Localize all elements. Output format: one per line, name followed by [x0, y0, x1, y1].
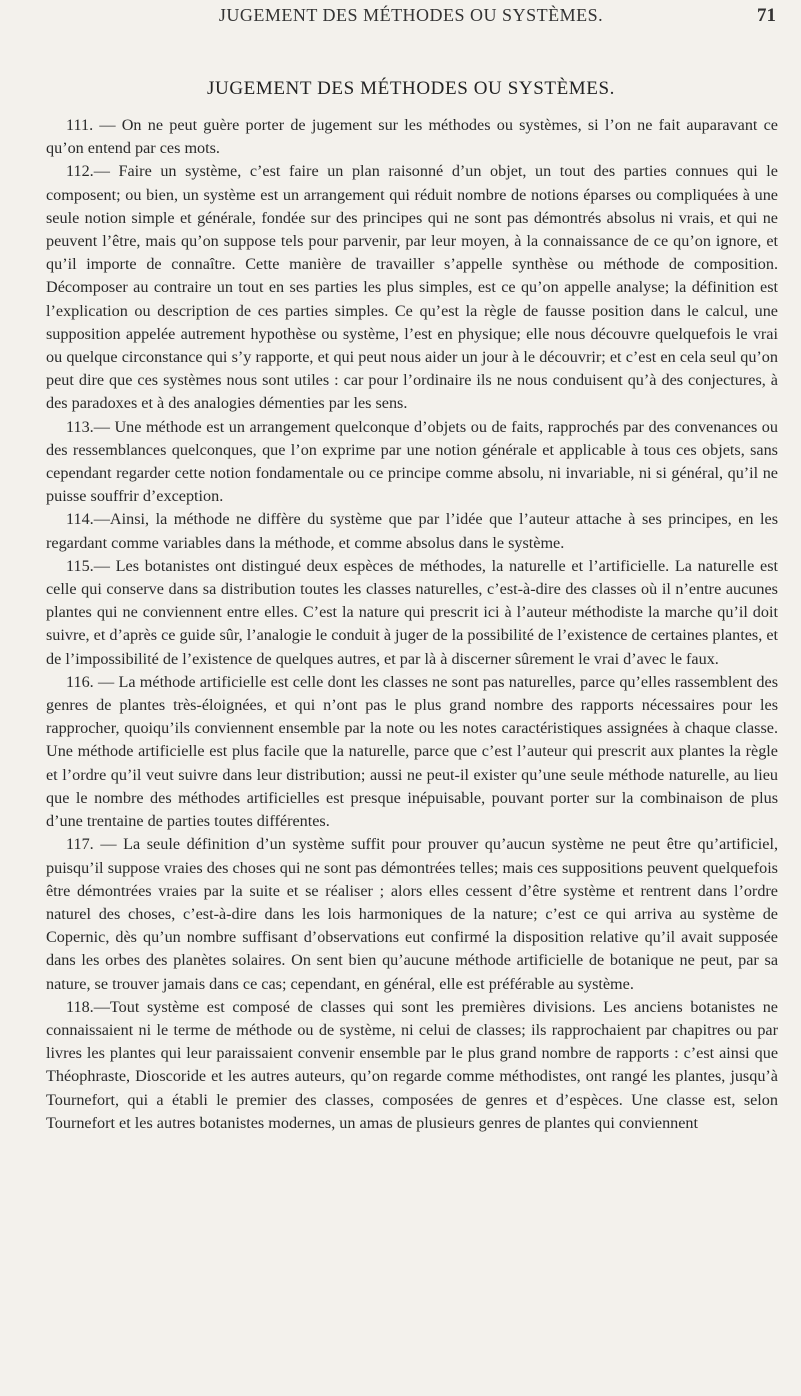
body-text	[46, 114, 778, 1135]
paragraph-116: 116. — La méthode artificielle est celle dont les classes ne sont pas naturelles, parce qu’elles rassemblent des genres de plantes très-éloignées, et qui n’ont pas le plus grand nombre des rapports nécessaires pour les rapprocher, quoiqu’ils conviennent ensemble par la note ou les notes caractéristiques assignées à chaque classe. Une méthode artificielle est plus facile que la naturelle, parce que c’est l’auteur qui prescrit aux plantes la règle et l’ordre qu’il veut suivre dans leur distribution; aussi ne peut-il exister qu’une seule méthode naturelle, au lieu que le nombre des méthodes artificielles est presque inépuisable, pouvant porter sur la combinaison de plus d’une trentaine de parties toutes différentes.	[46, 672, 778, 831]
paragraph-112: 112.— Faire un système, c’est faire un plan raisonné d’un objet, un tout des parties connues qui le composent; ou bien, un système est un arrangement qui réduit nombre de notions éparses ou compliquées à une seule notion simple et générale, fondée sur des principes qui ne sont pas démontrés absolus ni vrais, et qui ne peuvent l’être, mais qu’on suppose tels pour parvenir, par leur moyen, à la connaissance de ce qu’on ignore, et qu’il importe de connaître. Cette manière de travailler s’appelle synthèse ou méthode de composition. Décomposer au contraire un tout en ses parties les plus simples, est ce qu’on appelle analyse; la définition est l’explication ou description de ces parties simples. Ce qu’est la règle de fausse position dans le calcul, une supposition appelée autrement hypothèse ou système, l’est en physique; elle nous découvre quelquefois le vrai ou quelque circonstance qui s’y rapporte, et qui peut nous aider un jour à le découvrir; et c’est en cela seul qu’on peut dire que ces systèmes nous sont utiles : car pour l’ordinaire ils ne nous conduisent qu’à des conjectures, à des paradoxes et à des analogies démenties par les sens.	[46, 162, 778, 413]
paragraph-113: 113.— Une méthode est un arrangement quelconque d’objets ou de faits, rapprochés par des convenances ou des ressemblances quelconques, que l’on exprime par une notion générale et applicable à tous ces objets, sans cependant regarder cette notion fondamentale ou ce principe comme absolu, ni invariable, ni si général, qu’il ne puisse souffrir d’exception.	[46, 417, 778, 506]
running-header	[46, 5, 776, 33]
paragraph-118: 118.—Tout système est composé de classes qui sont les premières divisions. Les anciens botanistes ne connaissaient ni le terme de méthode ou de système, ni celui de classes; ils rapprochaient par chapitres ou par livres les plantes qui leur paraissaient convenir ensemble par le plus grand nombre de rapports : c’est ainsi que Théophraste, Dioscoride et les autres auteurs, qu’on regarde comme méthodistes, ont rangé les plantes, jusqu’à Tournefort, qui a établi le premier des classes, composées de genres et d’espèces. Une classe est, selon Tournefort et les autres botanistes modernes, un amas de plusieurs genres de plantes qui conviennent	[46, 997, 778, 1132]
paragraph-114: 114.—Ainsi, la méthode ne diffère du système que par l’idée que l’auteur attache à ses principes, en les regardant comme variables dans la méthode, et comme absolus dans le système.	[46, 510, 778, 552]
paragraph-111: 111. — On ne peut guère porter de jugement sur les méthodes ou systèmes, si l’on ne fait auparavant ce qu’on entend par ces mots.	[46, 116, 778, 158]
paragraph-115: 115.— Les botanistes ont distingué deux espèces de méthodes, la naturelle et l’artificielle. La naturelle est celle qui conserve dans sa distribution toutes les classes naturelles, c’est-à-dire des classes où il n’entre aucunes plantes qui ne conviennent entre elles. C’est la nature qui prescrit ici à l’auteur méthodiste la marche qu’il doit suivre, et d’après ce guide sûr, l’analogie le conduit à juger de la possibilité de l’existence de certaines plantes, et de l’impossibilité de l’existence de quelques autres, et par là à discerner sûrement le vrai d’avec le faux.	[46, 556, 779, 668]
page-number: 71	[757, 5, 776, 26]
running-title: JUGEMENT DES MÉTHODES OU SYSTÈMES.	[218, 5, 604, 25]
chapter-title: JUGEMENT DES MÉTHODES OU SYSTÈMES.	[207, 78, 615, 99]
paragraph-117: 117. — La seule définition d’un système suffit pour prouver qu’aucun système ne peut être qu’artificiel, puisqu’il suppose vraies des choses qui ne sont pas démontrées telles; mais ces suppositions peuvent quelquefois être démontrées vraies par la suite et se réaliser ; alors elles cessent d’être système et rentrent dans l’ordre naturel des choses, c’est-à-dire dans les lois harmoniques de la nature; c’est ce qui arriva au système de Copernic, dès qu’un nombre suffisant d’observations eut confirmé la disposition relative qu’il avait supposée dans les orbes des planètes solaires. On sent bien qu’aucune méthode artificielle de botanique ne peut, par sa nature, se trouver jamais dans ce cas; cependant, en général, elle est préférable au système.	[46, 835, 778, 993]
